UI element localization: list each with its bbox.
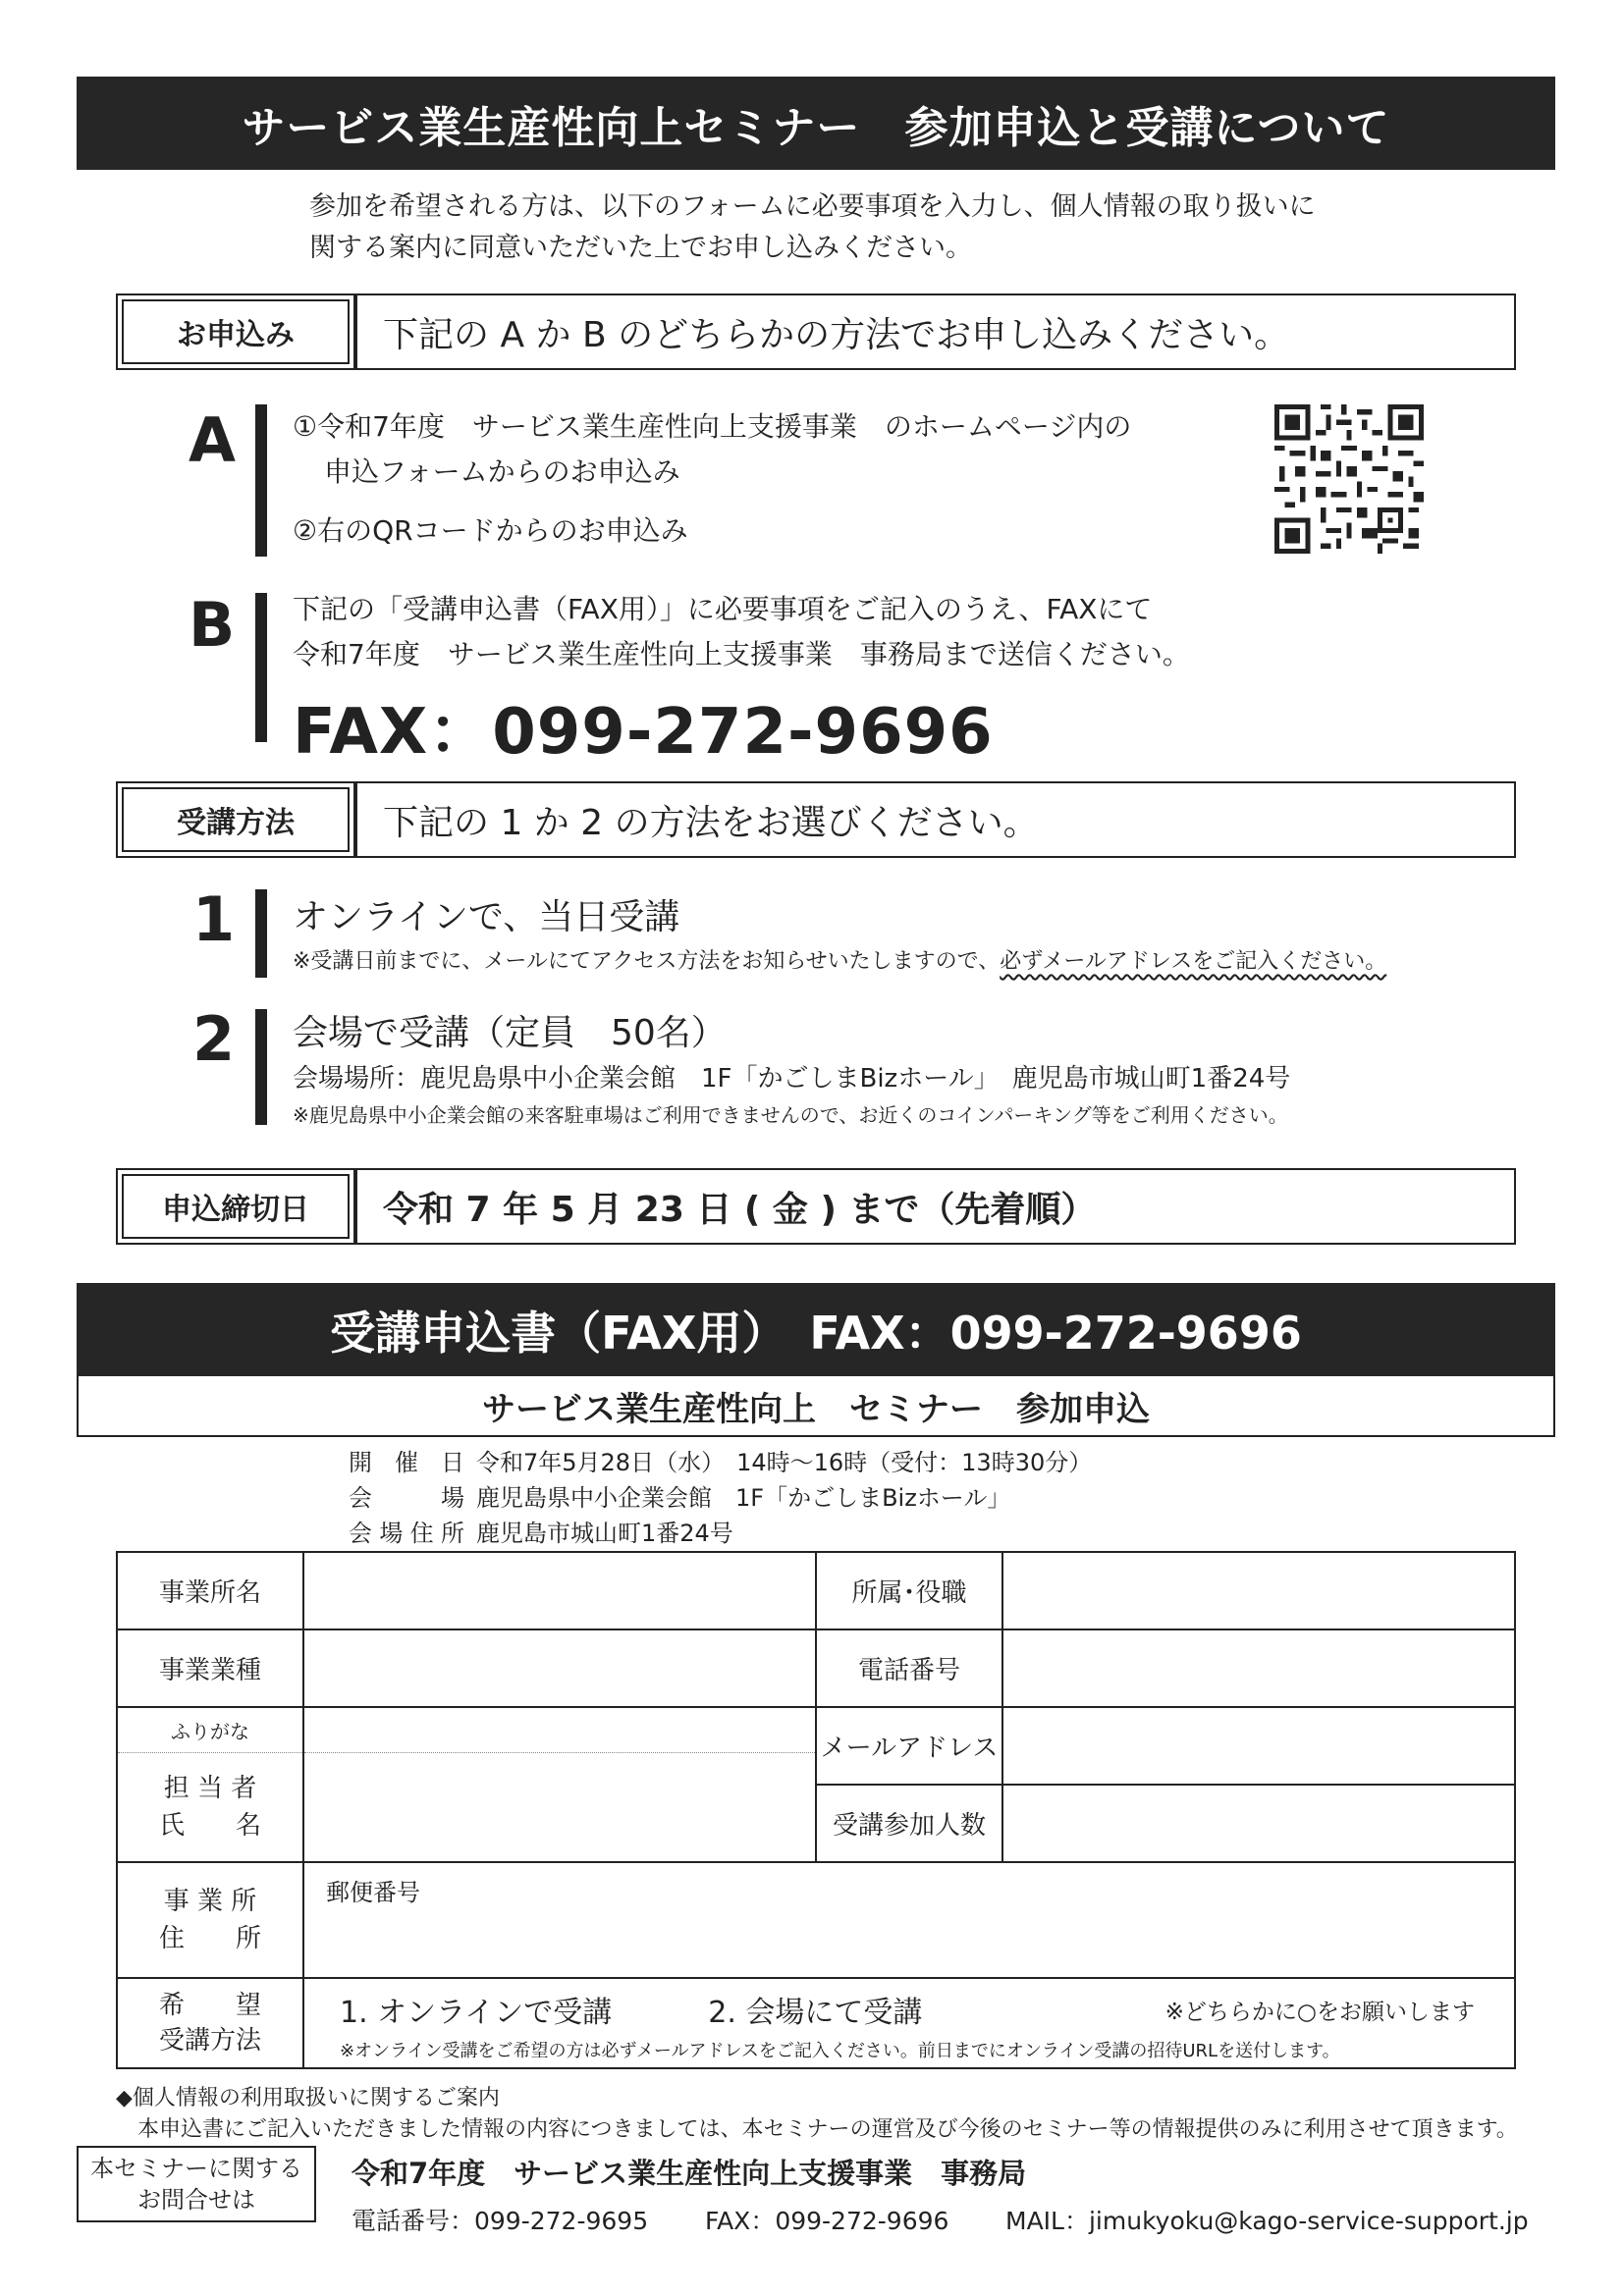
event-info-value: 令和7年5月28日（水） 14時～16時（受付：13時30分） [476,1449,1093,1476]
apply-label: お申込み [118,295,353,368]
event-info-key: 開催日 [349,1449,464,1476]
contact-email[interactable]: MAIL：jimukyoku@kago-service-support.jp [1005,2207,1529,2235]
furigana-label: ふりがな [117,1707,303,1752]
page-title-text: サービス業生産性向上セミナー 参加申込と受講について [242,102,1390,153]
form-row [117,1862,1515,1978]
option-a-text [293,404,1131,554]
email-label: メールアドレス [816,1707,1002,1785]
option-b-letter: B [189,589,236,661]
department-label: 所属･役職 [816,1552,1002,1629]
method-1-title: オンラインで、当日受講 [293,897,680,937]
address-field[interactable] [303,1862,1515,1978]
page-title [77,77,1555,170]
method-2-title: 会場で受講（定員 50名） [293,1013,727,1053]
choice-note: ※どちらかに○をお願いします [1164,1999,1475,2025]
contact-box [77,2146,316,2222]
option-b-line2: 令和7年度 サービス業生産性向上支援事業 事務局まで送信ください。 [293,638,1190,670]
contact-name-label-line2: 氏 名 [158,1810,261,1841]
intro-line-2: 関する案内に同意いただいた上でお申し込みください。 [309,233,972,263]
office-name-field[interactable] [303,1552,816,1629]
address-label [117,1862,303,1978]
contact-phone: 電話番号：099-272-9695 [352,2207,649,2235]
event-info-row [349,1445,1092,1480]
method-2-number: 2 [192,1003,236,1075]
event-info-value: 鹿児島市城山町1番24号 [476,1520,733,1547]
intro-text [309,187,1316,269]
option-a-letter: A [189,404,236,476]
option-a-item2: ②右のQRコードからのお申込み [293,514,688,547]
method-1-number: 1 [192,883,236,955]
online-note: ※オンライン受講をご希望の方は必ずメールアドレスをご記入ください。前日までにオンライン受講の招待URLを送付します。 [340,2041,1340,2061]
option-b-line1: 下記の「受講申込書（FAX用）」に必要事項をご記入のうえ、FAXにて [293,593,1153,625]
method-2-place: 会場場所：鹿児島県中小企業会館 1F「かごしまBizホール」 鹿児島市城山町1番24号 [293,1064,1291,1094]
fax-form-title-text: 受講申込書（FAX用） FAX：099-272-9696 [330,1306,1302,1360]
event-info-value: 鹿児島県中小企業会館 1F「かごしまBizホール」 [476,1484,1011,1512]
choice-venue[interactable]: 2. 会場にて受講 [708,1996,923,2030]
privacy-text: 本申込書にご記入いただきました情報の内容につきましては、本セミナーの運営及び今後のセミナー等の情報提供のみに利用させて頂きます。 [137,2117,1518,2142]
method-1-bar [255,889,267,978]
contact-name-label-line1: 担 当 者 [163,1773,257,1803]
method-section-header [116,781,1516,858]
apply-section-header [116,294,1516,370]
fax-number: FAX：099-272-9696 [293,696,994,769]
form-row [117,1707,1515,1752]
email-field[interactable] [1002,1707,1515,1785]
method-2-bar [255,1009,267,1125]
method-1-note-text: ※受講日前までに、メールにてアクセス方法をお知らせいたしますので、 [293,949,1001,974]
intro-line-1: 参加を希望される方は、以下のフォームに必要事項を入力し、個人情報の取り扱いに [309,191,1316,222]
contact-name-label [117,1752,303,1862]
method-1-note-emphasis: 必ずメールアドレスをご記入ください。 [1000,949,1387,974]
attendees-label: 受講参加人数 [816,1785,1002,1862]
option-a-bar [255,404,267,557]
privacy-title: ◆個人情報の利用取扱いに関するご案内 [116,2086,500,2110]
form-row [117,1978,1515,2068]
preferred-method-label [117,1978,303,2068]
option-a-item1-line1: ①令和7年度 サービス業生産性向上支援事業 のホームページ内の [293,410,1132,443]
postal-code-label: 郵便番号 [326,1879,420,1906]
business-type-field[interactable] [303,1629,816,1707]
event-info-row [349,1516,1092,1551]
deadline-text: 令和 7 年 5 月 23 日 ( 金 ) まで（先着順） [383,1189,1097,1230]
preferred-method-label-line1: 希 望 [158,1991,261,2020]
office-name-label: 事業所名 [117,1552,303,1629]
method-label: 受講方法 [118,783,353,856]
option-b-bar [255,593,267,742]
phone-label: 電話番号 [816,1629,1002,1707]
form-row [117,1629,1515,1707]
choice-online[interactable]: 1. オンラインで受講 [340,1996,613,2030]
option-b-text [293,587,1190,677]
form-row [117,1552,1515,1629]
contact-fax: FAX：099-272-9696 [705,2207,949,2235]
event-info-key: 会場 [349,1484,464,1512]
business-type-label: 事業業種 [117,1629,303,1707]
method-2-note: ※鹿児島県中小企業会館の来客駐車場はご利用できませんので、お近くのコインパーキング等をご利用ください。 [293,1103,1288,1127]
contact-name-field[interactable] [303,1752,816,1862]
method-instruction: 下記の 1 か 2 の方法をお選びください。 [383,802,1039,843]
preferred-method-field [303,1978,1515,2068]
attendees-field[interactable] [1002,1785,1515,1862]
preferred-method-label-line2: 受講方法 [158,2026,261,2056]
contact-box-line2: お問合せは [137,2186,255,2214]
deadline-label: 申込締切日 [118,1170,353,1243]
contact-box-line1: 本セミナーに関する [90,2155,302,2182]
fax-form-title [77,1283,1555,1376]
event-info-key: 会場住所 [349,1520,464,1547]
event-info [349,1445,1092,1551]
method-1-note [293,944,1386,975]
deadline-section [116,1168,1516,1245]
furigana-field[interactable] [303,1707,816,1752]
option-a-item1-line2: 申込フォームからのお申込み [324,455,680,488]
address-label-line2: 住 所 [158,1924,261,1953]
apply-instruction: 下記の A か B のどちらかの方法でお申し込みください。 [383,314,1290,355]
application-form-table [116,1551,1516,2069]
event-info-row [349,1480,1092,1516]
qr-code[interactable] [1274,404,1424,554]
fax-form-subtitle-text: サービス業生産性向上 セミナー 参加申込 [482,1389,1150,1429]
phone-field[interactable] [1002,1629,1515,1707]
fax-form-subtitle [77,1376,1555,1437]
address-label-line1: 事 業 所 [163,1887,257,1916]
department-field[interactable] [1002,1552,1515,1629]
contact-organization: 令和7年度 サービス業生産性向上支援事業 事務局 [352,2157,1027,2190]
